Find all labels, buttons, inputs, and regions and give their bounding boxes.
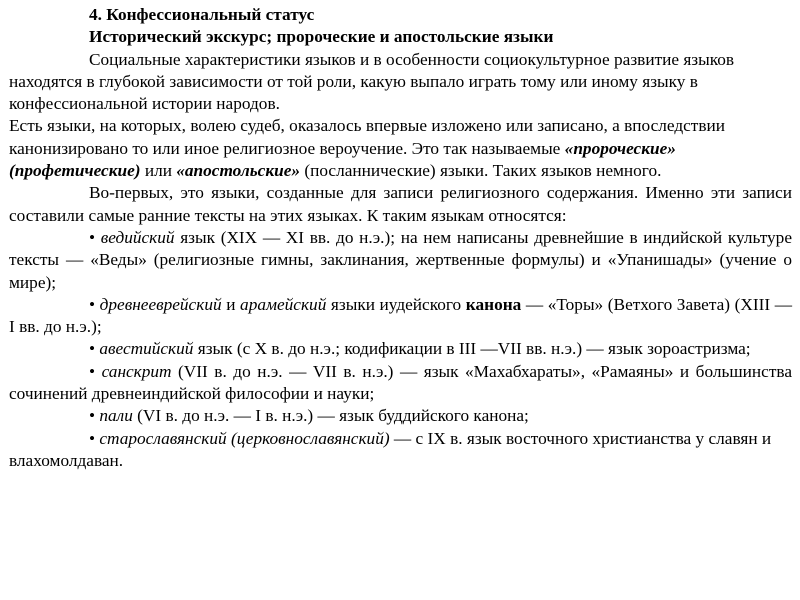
language-term-2: арамейский <box>240 294 327 314</box>
list-item-connector: и <box>221 294 241 314</box>
emphasis-canon: канона <box>465 294 522 314</box>
p2-text-mid: или <box>140 161 177 181</box>
term-apostolic: «апостольские» <box>176 161 301 181</box>
list-item-text-a: языки иудейского <box>326 294 466 314</box>
intro-paragraph: Социальные характеристики языков и в особенности социокультурное развитие языков находятся в глубокой зависимости от той роли, какую выпало играть тому или иному языку в конфессиональной истории народов. <box>9 49 735 114</box>
p2-text-end: (посланнические) языки. Таких языков немного. <box>300 161 662 181</box>
list-item-text: язык (XIX — XI вв. до н.э.); на нем написаны древнейшие в индийской культуре тексты — «Веды» (религиозные гимны, заклинания, жертвенные формулы) и «Упанишады» (учение о мире); <box>9 227 792 292</box>
language-term: старославянский (церковнославянский) <box>99 428 390 448</box>
list-item <box>9 405 792 427</box>
section-heading: 4. Конфессиональный статус <box>89 5 315 24</box>
language-term: древнееврейский <box>99 294 222 314</box>
list-item <box>9 361 792 406</box>
list-item <box>9 227 792 294</box>
bullet-marker: • <box>89 428 100 448</box>
bullet-marker: • <box>89 406 100 426</box>
prophetic-languages-paragraph <box>9 115 792 182</box>
list-item-text: язык (с X в. до н.э.; кодификации в III —VII вв. н.э.) — язык зороастризма; <box>193 339 751 359</box>
list-item-text: (VII в. до н.э. — VII в. н.э.) — язык «Махабхараты», «Рамаяны» и большинства сочинений древнеиндийской философии и науки; <box>9 361 793 404</box>
list-item-text: — «Торы» (Ветхого Завета) (XIII — I вв. до н.э.); <box>9 294 792 337</box>
language-term: санскрит <box>101 361 172 381</box>
term-prophetic: «пророческие» (профетические) <box>9 138 676 181</box>
language-term: авестийский <box>99 339 194 359</box>
section-subtitle: Исторический экскурс; пророческие и апостольские языки <box>89 27 554 47</box>
bullet-marker: • <box>89 294 100 314</box>
language-term: ведийский <box>100 227 175 247</box>
list-item-text: — с IX в. язык восточного христианства у славян и влахомолдаван. <box>9 428 772 470</box>
bullet-marker: • <box>89 227 101 247</box>
list-item-text: (VI в. до н.э. — I в. н.э.) — язык буддийского канона; <box>132 406 529 426</box>
p2-text-start: Есть языки, на которых, волею судеб, оказалось впервые изложено или записано, а впоследствии канонизировано то или иное религиозное вероучение. Это так называемые <box>9 116 725 158</box>
bullet-marker: • <box>89 339 100 359</box>
list-item <box>9 338 792 360</box>
bullet-marker: • <box>89 361 102 381</box>
firstly-paragraph: Во-первых, это языки, созданные для записи религиозного содержания. Именно эти записи составили самые ранние тексты на этих языках. К таким языкам относятся: <box>9 183 792 225</box>
language-term: пали <box>99 406 133 426</box>
list-item <box>9 428 792 473</box>
list-item <box>9 294 792 339</box>
